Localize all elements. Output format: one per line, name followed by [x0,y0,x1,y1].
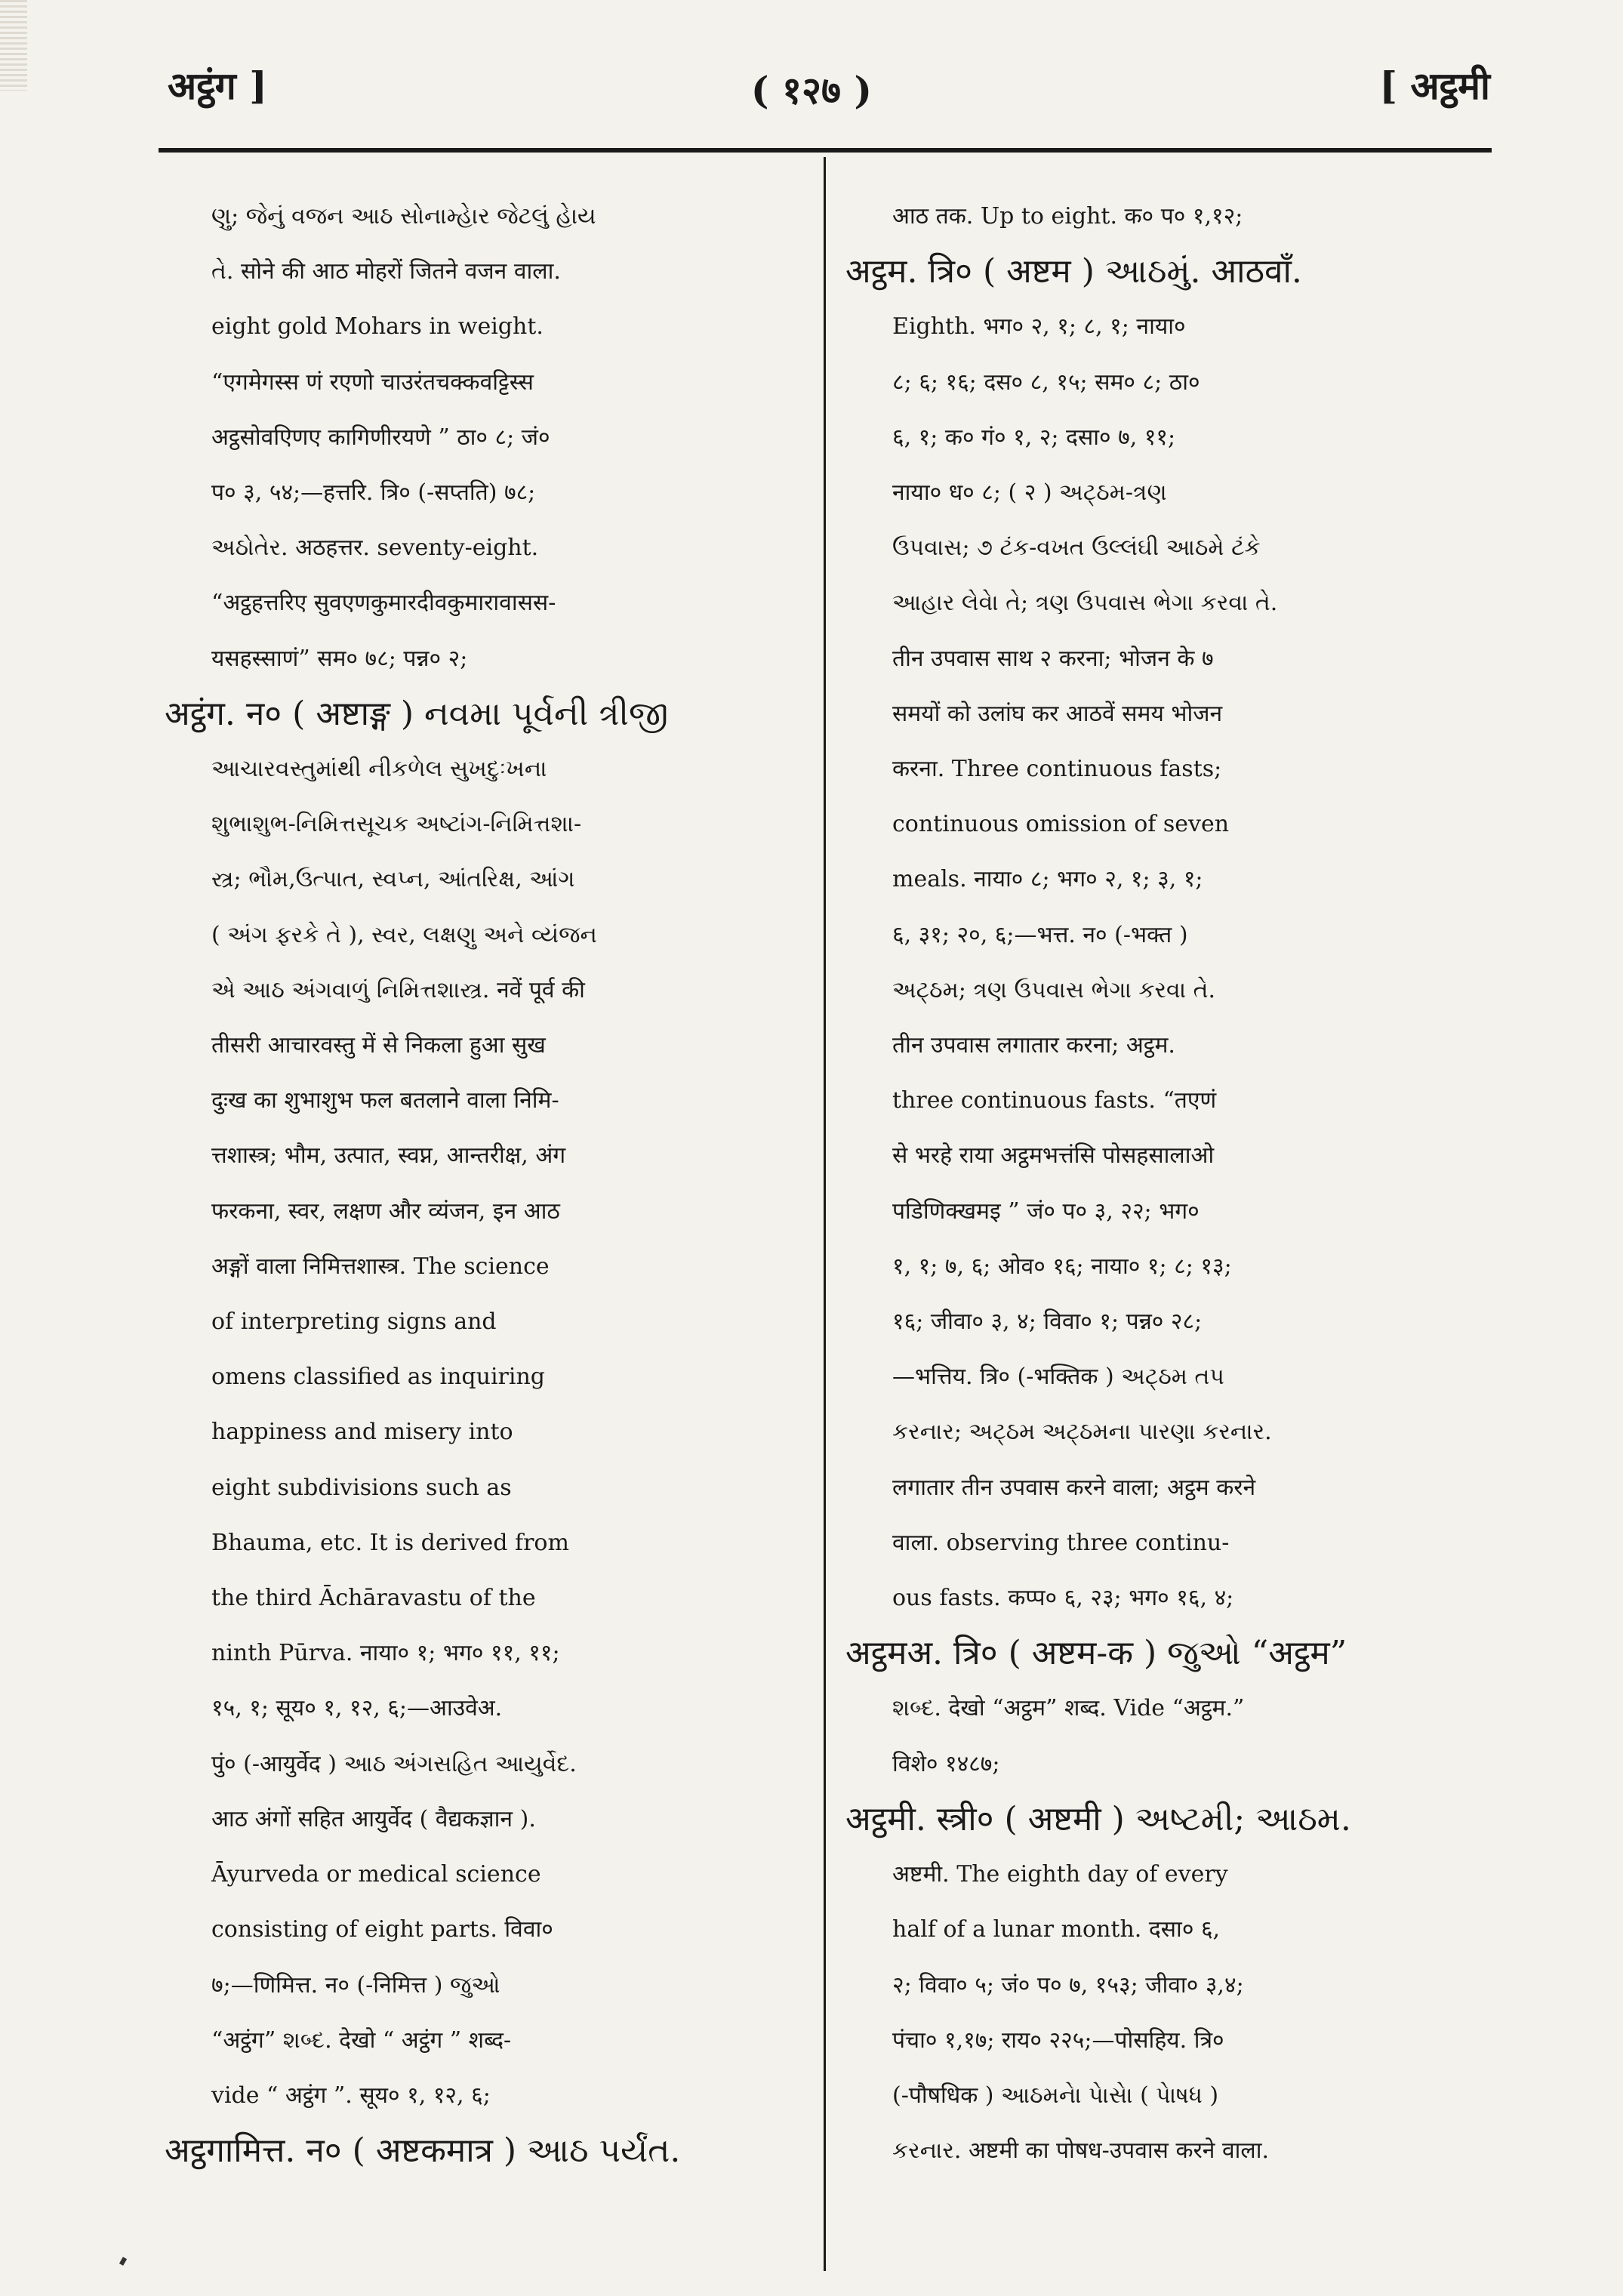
text-line: ६, ३१; २०, ६;—भत्त. न० (-भक्त ) [892,921,1188,948]
text-line: આહાર લેવેા તે; ત્રણ ઉપવાસ ભેગા કરવા તે. [892,590,1278,617]
text-line: विशे० १४८७; [892,1750,1000,1777]
left-column [165,189,784,2178]
text-line: ७;—णिमित्त. न० (-निमित्त ) જુઓ [211,1971,500,1999]
text-line: એ આઠ અંગવાળું નિમિત્તશાસ્ત્ર. नवें पूर्व की [211,976,585,1003]
text-line: १६; जीवा० ३, ४; विवा० १; पन्न० २८; [892,1308,1203,1336]
column-divider [824,157,826,2271]
text-line: meals. नाया० ८; भग० २, १; ३, १; [892,866,1203,893]
text-line: —भत्तिय. त्रि० (-भक्तिक ) અટ્ઠમ તપ [892,1364,1224,1391]
text-line: यसहस्साणं” सम० ७८; पन्न० २; [211,645,468,672]
ink-mark [119,2257,127,2266]
text-line: કરનાર. अष्टमी का पोषध-उपवास करने वाला. [892,2137,1270,2165]
text-line: “अट्ठहत्तरिए सुवएणकुमारदीवकुमारावासस- [211,590,556,617]
text-line: continuous omission of seven [892,811,1230,838]
text-line: अष्टमी. The eighth day of every [892,1861,1228,1888]
text-line: त्तशास्त्र; भौम, उत्पात, स्वप्न, आन्तरीक्ष, अंग [211,1142,566,1170]
text-line: तीन उपवास लगातार करना; अट्ठम. [892,1032,1175,1059]
text-line: half of a lunar month. दसा० ६, [892,1916,1221,1943]
text-line: તે. सोने की आठ मोहरों जितने वजन वाला. [211,258,561,285]
text-line: eight subdivisions such as [211,1474,512,1501]
text-line: ( અંગ ફરકે તે ), સ્વર, લક્ષણુ અને વ્યંજન [211,921,597,948]
text-line: दुःख का शुभाशुभ फल बतलाने वाला निमि- [211,1087,559,1114]
text-line: २; विवा० ५; जं० प० ७, १५३; जीवा० ३,४; [892,1971,1244,1999]
text-line: (-पौषधिक ) આઠમનેા પેાસેા ( પેાષધ ) [892,2082,1219,2109]
text-line: “अट्ठंग” શબ્દ. देखो “ अट्ठंग ” शब्द- [211,2026,512,2054]
text-line: तीसरी आचारवस्तु में से निकला हुआ सुख [211,1032,546,1059]
text-line: आठ तक. Up to eight. क० प० १,१२; [892,203,1243,230]
text-line: अट्ठमी. स्त्री० ( अष्टमी ) અષ્ટમી; આઠમ. [845,1799,1351,1838]
text-line: १५, १; सूय० १, १२, ६;—आउवेअ. [211,1695,503,1722]
text-line: અઠોતેર. अठहत्तर. seventy-eight. [211,535,539,562]
header-right-guideword: [ अट्ठमी [1379,63,1490,108]
text-line: “एगमेगस्स णं रएणो चाउरंतचक्कवट्टिस्स [211,368,534,396]
text-line: Bhauma, etc. It is derived from [211,1529,569,1556]
text-line: happiness and misery into [211,1419,513,1446]
text-line: અટ્ઠમ; ત્રણ ઉપવાસ ભેગા કરવા તે. [892,976,1216,1003]
text-line: ous fasts. कप्प० ६, २३; भग० १६, ४; [892,1585,1234,1612]
text-line: अट्ठमअ. त्रि० ( अष्टम-क ) જુઓ “अट्ठम” [845,1634,1347,1673]
text-line: the third Āchāravastu of the [211,1585,536,1612]
text-line: समयों को उलांघ कर आठवें समय भोजन [892,700,1223,727]
text-line: શુભાશુભ-નિમિત્તસૂચક અષ્ટાંગ-નિમિત્તશા- [211,811,582,838]
text-line: अट्ठसोवएिणए कागिणीरयणे ” ठा० ८; जं० [211,424,550,451]
text-line: १, १; ७, ६; ओव० १६; नाया० १; ८; १३; [892,1253,1232,1280]
header-rule [159,148,1492,153]
text-line: अट्ठगामित्त. न० ( अष्टकमात्र ) આઠ પર્યંત. [165,2131,681,2171]
text-line: ८; ६; १६; दस० ८, १५; सम० ८; ठा० [892,368,1200,396]
text-line: से भरहे राया अट्ठमभत्तंसि पोसहसालाओ [892,1142,1215,1170]
text-line: अट्ठम. त्रि० ( अष्टम ) આઠમું. आठवाँ. [845,252,1302,291]
text-line: three continuous fasts. “तएणं [892,1087,1217,1114]
text-line: पंचा० १,१७; राय० २२५;—पोसहिय. त्रि० [892,2026,1224,2054]
text-line: तीन उपवास साथ २ करना; भोजन के ७ [892,645,1214,672]
text-line: Āyurveda or medical science [211,1861,541,1888]
text-line: omens classified as inquiring [211,1364,546,1391]
text-line: of interpreting signs and [211,1308,497,1336]
text-line: पुं० (-आयुर्वेद ) આઠ અંગસહિત આયુર્વેદ. [211,1750,577,1777]
text-line: કરનાર; અટ્ઠમ અટ્ઠમના પારણા કરનાર. [892,1419,1272,1446]
text-line: पडिणिक्खमइ ” जं० प० ३, २२; भग० [892,1197,1200,1225]
text-line: वाला. observing three continu- [892,1529,1230,1556]
text-line: फरकना, स्वर, लक्षण और व्यंजन, इन आठ [211,1197,560,1225]
text-line: आठ अंगों सहित आयुर्वेद ( वैद्यकज्ञान ). [211,1805,536,1832]
right-column [845,189,1472,2178]
text-line: eight gold Mohars in weight. [211,313,544,341]
text-line: Eighth. भग० २, १; ८, १; नाया० [892,313,1186,341]
text-line: लगातार तीन उपवास करने वाला; अट्ठम करने [892,1474,1256,1501]
text-line: अट्ठंग. न० ( अष्टाङ्ग ) નવમા પૂર્વની ત્રીજી [165,694,669,733]
text-line: ninth Pūrva. नाया० १; भग० ११, ११; [211,1640,560,1667]
header-left-guideword: अट्ठंग ] [168,63,267,108]
text-line: अङ्गों वाला निमित्तशास्त्र. The science [211,1253,550,1280]
text-line: ६, १; क० गं० १, २; दसा० ७, ११; [892,424,1176,451]
text-line: प० ३, ५४;—हत्तरि. त्रि० (-सप्तति) ७८; [211,479,536,507]
page-number: ( १२७ ) [750,68,873,112]
text-line: करना. Three continuous fasts; [892,756,1222,783]
text-line: vide “ अट्ठंग ”. सूय० १, १२, ६; [211,2082,491,2109]
text-line: ણુ; જેનું વજન આઠ સોનામ્હેાર જેટલું હેાય [211,203,596,230]
text-line: नाया० ध० ८; ( २ ) અટ્ઠમ-ત્રણ [892,479,1167,507]
text-line: consisting of eight parts. विवा० [211,1916,553,1943]
text-line: આચારવસ્તુમાંથી નીકળેલ સુખદુઃખના [211,756,547,783]
text-line: શબ્દ. देखो “अट्ठम” शब्द. Vide “अट्ठम.” [892,1695,1245,1722]
text-line: સ્ત્ર; ભૌમ,ઉત્પાત, સ્વપ્ન, આંતરિક્ષ, આંગ [211,866,575,893]
text-line: ઉપવાસ; ૭ ટંક-વખત ઉલ્લંઘી આઠમે ટંકે [892,535,1261,562]
